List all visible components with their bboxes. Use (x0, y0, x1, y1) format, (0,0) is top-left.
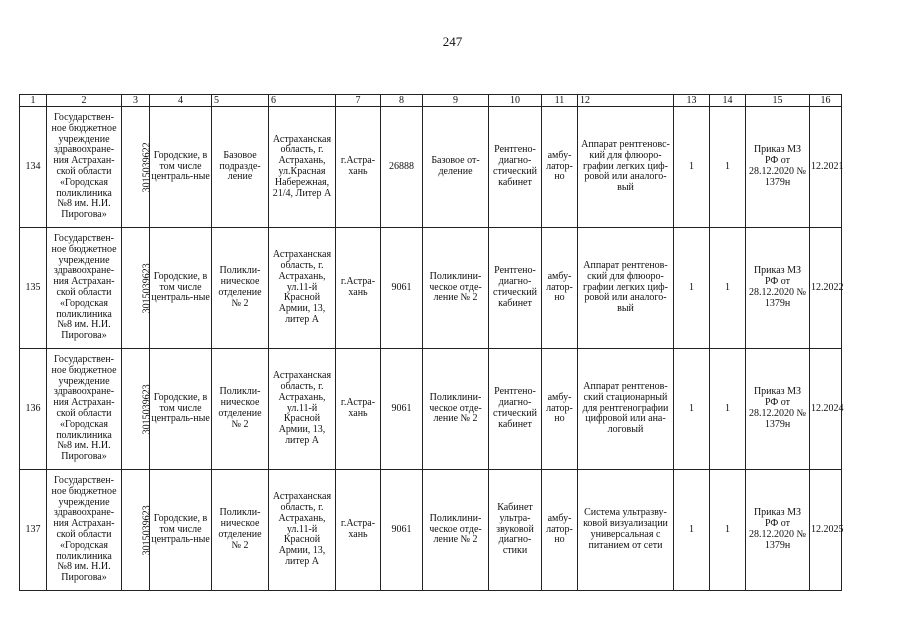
equipment-name-cell: Аппарат рентгенов-ский стационарный для рентгенографии цифровой или ана-логовый (578, 349, 674, 470)
due-date-cell: 12.2025 (810, 470, 842, 591)
regulation-order-cell: Приказ МЗ РФ от 28.12.2020 № 1379н (746, 349, 810, 470)
quantity-planned-cell: 1 (674, 349, 710, 470)
address-cell: Астраханская область, г. Астрахань, ул.11-й Красной Армии, 13, литер А (269, 349, 336, 470)
inn-code-text: 3015039622 (141, 141, 153, 192)
subdivision-cell: Поликли-ническое отделение № 2 (212, 349, 269, 470)
column-header: 1 (20, 95, 47, 107)
index-number-cell: 26888 (381, 107, 423, 228)
quantity-planned-cell: 1 (674, 228, 710, 349)
index-number-cell: 9061 (381, 228, 423, 349)
department-cell: Базовое от-деление (423, 107, 489, 228)
room-type-cell: Кабинет ультра-звуковой диагно-стики (489, 470, 542, 591)
column-header: 9 (423, 95, 489, 107)
subdivision-cell: Поликли-ническое отделение № 2 (212, 470, 269, 591)
column-header: 11 (542, 95, 578, 107)
due-date-cell: 12.2021 (810, 107, 842, 228)
inn-code-cell (122, 107, 153, 228)
room-type-cell: Рентгено-диагно-стический кабинет (489, 228, 542, 349)
table-row (20, 107, 842, 228)
quantity-required-cell: 1 (710, 349, 746, 470)
organization-name-cell: Государствен-ное бюджетное учреждение здравоохране-ния Астрахан-ской области «Городская поликлиника №8 им. Н.И. Пирогова» (47, 349, 122, 470)
page-number: 247 (442, 34, 463, 49)
inn-code-text: 3015039623 (141, 504, 153, 555)
table-row (20, 349, 842, 470)
column-header: 4 (150, 95, 212, 107)
column-header: 14 (710, 95, 746, 107)
care-mode-cell: амбу-латор-но (542, 107, 578, 228)
column-header: 5 (212, 95, 269, 107)
due-date-cell: 12.2024 (810, 349, 842, 470)
area-type-cell: Городские, в том числе централь-ные (150, 228, 212, 349)
index-number-cell: 9061 (381, 470, 423, 591)
inn-code-text: 3015039623 (141, 262, 153, 313)
care-mode-cell: амбу-латор-но (542, 349, 578, 470)
equipment-register-table (19, 94, 842, 591)
column-header: 12 (578, 95, 674, 107)
room-type-cell: Рентгено-диагно-стический кабинет (489, 349, 542, 470)
column-header: 7 (336, 95, 381, 107)
quantity-required-cell: 1 (710, 107, 746, 228)
department-cell: Поликлини-ческое отде-ление № 2 (423, 470, 489, 591)
address-cell: Астраханская область, г. Астрахань, ул.Красная Набережная, 21/4, Литер А (269, 107, 336, 228)
area-type-cell: Городские, в том числе централь-ные (150, 107, 212, 228)
quantity-planned-cell: 1 (674, 470, 710, 591)
care-mode-cell: амбу-латор-но (542, 470, 578, 591)
equipment-name-cell: Аппарат рентгеновс-кий для флюоро-графии легких циф-ровой или аналого-вый (578, 107, 674, 228)
city-cell: г.Астра-хань (336, 470, 381, 591)
inn-code-text: 3015039623 (141, 383, 153, 434)
row-number-cell: 134 (20, 107, 47, 228)
equipment-name-cell: Система ультразву-ковой визуализации универсальная с питанием от сети (578, 470, 674, 591)
subdivision-cell: Базовое подразде-ление (212, 107, 269, 228)
table-row (20, 228, 842, 349)
address-cell: Астраханская область, г. Астрахань, ул.11-й Красной Армии, 13, литер А (269, 228, 336, 349)
organization-name-cell: Государствен-ное бюджетное учреждение здравоохране-ния Астрахан-ской области «Городская поликлиника №8 им. Н.И. Пирогова» (47, 107, 122, 228)
care-mode-cell: амбу-латор-но (542, 228, 578, 349)
city-cell: г.Астра-хань (336, 349, 381, 470)
address-cell: Астраханская область, г. Астрахань, ул.11-й Красной Армии, 13, литер А (269, 470, 336, 591)
quantity-planned-cell: 1 (674, 107, 710, 228)
column-header: 15 (746, 95, 810, 107)
organization-name-cell: Государствен-ное бюджетное учреждение здравоохране-ния Астрахан-ской области «Городская поликлиника №8 им. Н.И. Пирогова» (47, 470, 122, 591)
column-header: 8 (381, 95, 423, 107)
column-header: 3 (122, 95, 150, 107)
city-cell: г.Астра-хань (336, 107, 381, 228)
equipment-name-cell: Аппарат рентгенов-ский для флюоро-графии легких циф-ровой или аналого-вый (578, 228, 674, 349)
department-cell: Поликлини-ческое отде-ление № 2 (423, 228, 489, 349)
index-number-cell: 9061 (381, 349, 423, 470)
city-cell: г.Астра-хань (336, 228, 381, 349)
table-row (20, 470, 842, 591)
area-type-cell: Городские, в том числе централь-ные (150, 349, 212, 470)
area-type-cell: Городские, в том числе централь-ные (150, 470, 212, 591)
organization-name-cell: Государствен-ное бюджетное учреждение здравоохране-ния Астрахан-ской области «Городская поликлиника №8 им. Н.И. Пирогова» (47, 228, 122, 349)
row-number-cell: 137 (20, 470, 47, 591)
quantity-required-cell: 1 (710, 228, 746, 349)
inn-code-cell (122, 228, 153, 349)
quantity-required-cell: 1 (710, 470, 746, 591)
column-header: 2 (47, 95, 122, 107)
regulation-order-cell: Приказ МЗ РФ от 28.12.2020 № 1379н (746, 228, 810, 349)
column-header: 10 (489, 95, 542, 107)
subdivision-cell: Поликли-ническое отделение № 2 (212, 228, 269, 349)
inn-code-cell (122, 470, 153, 591)
row-number-cell: 136 (20, 349, 47, 470)
column-number-row (20, 95, 842, 107)
column-header: 16 (810, 95, 842, 107)
row-number-cell: 135 (20, 228, 47, 349)
department-cell: Поликлини-ческое отде-ление № 2 (423, 349, 489, 470)
due-date-cell: 12.2022 (810, 228, 842, 349)
column-header: 6 (269, 95, 336, 107)
regulation-order-cell: Приказ МЗ РФ от 28.12.2020 № 1379н (746, 470, 810, 591)
inn-code-cell (122, 349, 153, 470)
column-header: 13 (674, 95, 710, 107)
room-type-cell: Рентгено-диагно-стический кабинет (489, 107, 542, 228)
regulation-order-cell: Приказ МЗ РФ от 28.12.2020 № 1379н (746, 107, 810, 228)
